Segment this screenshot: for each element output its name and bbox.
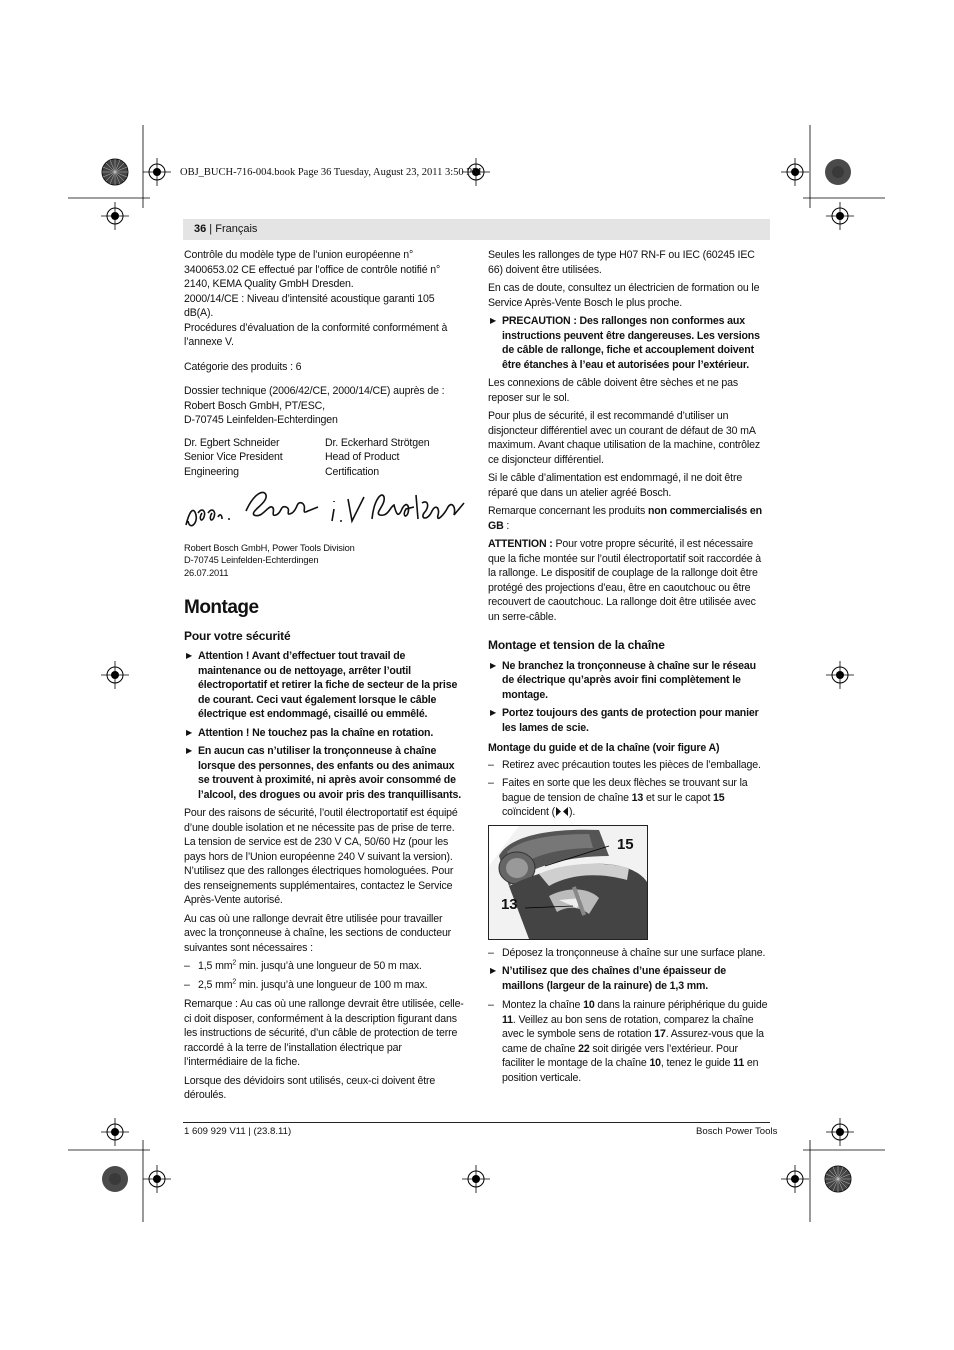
para-remarque: Remarque : Au cas où une rallonge devrait être utilisée, celle-ci doit disposer, conformément à la description figurant dans les instructions de sécurité, d’un câble de protection de terre raccordé à la terre de l’installation électrique par l’intermédiaire de la fiche.: [184, 998, 464, 1068]
dossier-text: [184, 384, 466, 428]
para-disjoncteur: Pour plus de sécurité, il est recommandé d’utiliser un disjoncteur différentiel avec un courant de défaut de 30 mA maximum. Avant chaque utilisation de la machine, contrôlez ce disjoncteur différentiel.: [488, 410, 760, 466]
page-number: 36: [194, 223, 207, 235]
para-gb: Remarque concernant les produits non commercialisés en GB :: [488, 505, 762, 532]
footer-brand: Bosch Power Tools: [696, 1126, 778, 1137]
arrows-align-icon: [555, 806, 569, 817]
para-doute: En cas de doute, consultez un électricien de formation ou le Service Après-Vente Bosch le plus proche.: [488, 282, 760, 309]
company-address: [184, 542, 466, 580]
signer-2: Dr. Eckerhard Strötgen Head of Product Certification: [325, 436, 430, 478]
bullet-maintenance: ▶ Attention ! Avant d’effectuer tout travail de maintenance ou de nettoyage, arrêter l’outil électroportatif et retirer la fiche de secteur de la prise de courant. Ceci vaut également lorsque le câble électrique est endommagé, cisaillé ou emmêlé.: [184, 649, 466, 722]
bullet-rotation: ▶ Attention ! Ne touchez pas la chaîne en rotation.: [184, 726, 466, 741]
tension-heading: Montage et tension de la chaîne: [488, 638, 665, 652]
figure-label-13: 13: [501, 895, 518, 913]
footer-doc-number: 1 609 929 V11 | (23.8.11): [184, 1126, 292, 1137]
para-attention: ATTENTION : Pour votre propre sécurité, il est nécessaire que la fiche montée sur l’outil électroportatif soit raccordée à la rallonge. Le dispositif de couplage de la rallonge doit être protégé des projections d’eau, être en caoutchouc ou être recouvert de caoutchouc. La rallonge doit être utilisée avec un serre-câble.: [488, 538, 762, 623]
safety-heading: Pour votre sécurité: [184, 628, 291, 643]
dash-section-2: – 2,5 $mm^2$ min. jusqu’à une longueur de 100 m max.: [184, 978, 466, 993]
signatures: [184, 485, 466, 533]
dash-montez: – Montez la chaîne 10 dans la rainure périphérique du guide 11. Veillez au bon sens de rotation, comparez la chaîne avec le symbole sens de rotation 17. Assurez-vous que la came de chaîne 22 soit dirigée vers l’extérieur. Pour faciliter le montage de la chaîne 10, tenez le guide 11 en position verticale.: [488, 998, 770, 1085]
figure-chain-tension: [488, 825, 648, 940]
para-isolation: Pour des raisons de sécurité, l’outil électroportatif est équipé d’une double isolation et ne nécessite pas de prise de terre. La tension de service est de 230 V CA, 50/60 Hz (pour les pays hors de l’Union européenne 240 V suivant la version). N’utilisez que des rallonges électriques homologuées. Pour des renseignements supplémentaires, contactez le Service Après-Vente autorisé.: [184, 807, 458, 906]
page-header-bar: [183, 219, 770, 240]
section-name: Français: [215, 223, 258, 235]
dossier-line2: Robert Bosch GmbH, PT/ESC,: [184, 399, 325, 412]
footer-rule: [183, 1122, 770, 1123]
left-column: [184, 248, 466, 1107]
procedures-text: Procédures d’évaluation de la conformité conformément à l’annexe V.: [184, 321, 448, 348]
figure-label-15: 15: [617, 835, 634, 853]
declaration-date: 26.07.2011: [184, 567, 229, 578]
para-devidoirs: Lorsque des dévidoirs sont utilisés, ceux-ci doivent être déroulés.: [184, 1074, 436, 1101]
print-info-line: OBJ_BUCH-716-004.book Page 36 Tuesday, August 23, 2011 3:50 PM: [180, 167, 482, 178]
dossier-line3: D-70745 Leinfelden-Echterdingen: [184, 414, 338, 426]
company-line2: D-70745 Leinfelden-Echterdingen: [184, 555, 319, 565]
para-rallonge: Au cas où une rallonge devrait être utilisée pour travailler avec la tronçonneuse à chaîne, les sections de conducteur suivantes sont nécessaires :: [184, 912, 452, 954]
page-header: 36 | Français: [194, 223, 258, 235]
para-cable: Si le câble d’alimentation est endommagé, il ne doit être réparé que dans un atelier agréé Bosch.: [488, 472, 743, 499]
right-column: [488, 248, 770, 1089]
para-connexions: Les connexions de câble doivent être sèches et ne pas reposer sur le sol.: [488, 377, 739, 404]
control-text: Contrôle du modèle type de l’union européenne n° 3400653.02 CE effectué par l’office de contrôle notifié n° 2140, KEMA Quality GmbH Dresden.: [184, 249, 441, 290]
category-text: Catégorie des produits : 6: [184, 360, 302, 373]
dossier-line1: Dossier technique (2006/42/CE, 2000/14/CE) auprès de :: [184, 385, 445, 397]
bullet-reseau: ▶ Ne branchez la tronçonneuse à chaîne sur le réseau de électrique qu’après avoir fini complètement le montage.: [488, 659, 770, 703]
noise-text: 2000/14/CE : Niveau d’intensité acoustique garanti 105 dB(A).: [184, 292, 435, 319]
para-h07: Seules les rallonges de type H07 RN-F ou IEC (60245 IEC 66) doivent être utilisées.: [488, 249, 755, 276]
bullet-precaution: ▶ PRECAUTION : Des rallonges non conformes aux instructions peuvent être dangereuses. Les versions de câble de rallonge, fiche et accouplement doivent être étanches à l’eau et autorisées pour l’extérieur.: [488, 314, 770, 372]
guide-heading: Montage du guide et de la chaîne (voir figure A): [488, 742, 720, 754]
dash-emballage: – Retirez avec précaution toutes les pièces de l’emballage.: [488, 758, 770, 773]
bullet-persons: ▶ En aucun cas n’utiliser la tronçonneuse à chaîne lorsque des personnes, des enfants ou des animaux se trouvent à proximité, ni après avoir consommé de l’alcool, des drogues ou avoir pris des tranquillisants.: [184, 744, 466, 802]
montage-heading: Montage: [184, 597, 259, 618]
company-line1: Robert Bosch GmbH, Power Tools Division: [184, 542, 355, 553]
dash-deposez: – Déposez la tronçonneuse à chaîne sur une surface plane.: [488, 946, 770, 961]
signers: [184, 436, 466, 480]
bullet-maillons: ▶ N’utilisez que des chaînes d’une épaisseur de maillons (largeur de la rainure) de 1,3 mm.: [488, 964, 770, 993]
signer-1: Dr. Egbert Schneider Senior Vice President Engineering: [184, 436, 283, 478]
dash-section-1: – 1,5 $mm^2$ min. jusqu’à une longueur de 50 m max.: [184, 959, 466, 974]
bullet-gants: ▶ Portez toujours des gants de protection pour manier les lames de scie.: [488, 706, 770, 735]
dash-fleches: – Faites en sorte que les deux flèches se trouvant sur la bague de tension de chaîne 13 et sur le capot 15 coïncident ( ).: [488, 776, 770, 820]
